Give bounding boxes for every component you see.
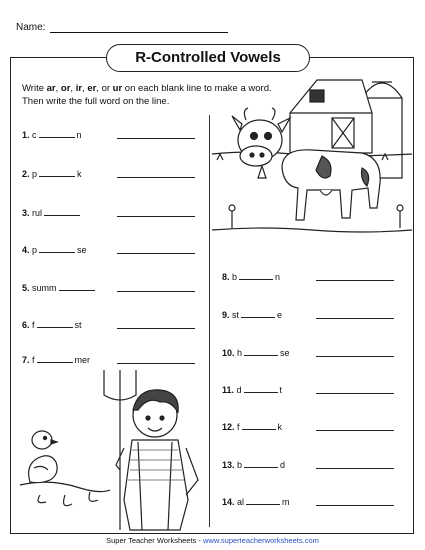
exercise-item-7 [22, 354, 90, 365]
separator: , or [96, 83, 113, 94]
word-start: c [32, 130, 37, 140]
answer-line-14[interactable] [316, 505, 394, 506]
answer-line-5[interactable] [117, 291, 195, 292]
item-number: 3. [22, 208, 30, 218]
word-start: st [232, 310, 240, 320]
item-number: 13. [222, 460, 235, 470]
item-number: 4. [22, 245, 30, 255]
answer-line-12[interactable] [316, 430, 394, 431]
answer-line-11[interactable] [316, 393, 394, 394]
option-er: er [87, 83, 97, 94]
word-start: p [32, 169, 38, 179]
word-start: b [237, 460, 243, 470]
exercise-item-11 [222, 384, 282, 395]
separator: , [82, 83, 88, 94]
word-end: e [277, 310, 283, 320]
letter-blank[interactable] [241, 309, 275, 318]
word-start: summ [32, 283, 57, 293]
item-number: 8. [222, 272, 230, 282]
item-number: 14. [222, 497, 235, 507]
farmer-boy-illustration [20, 370, 205, 530]
option-ar: ar [46, 83, 56, 94]
exercise-item-5 [22, 282, 97, 293]
answer-line-13[interactable] [316, 468, 394, 469]
instructions-text: on each blank line to make a word. Then write the full word on the line. [22, 83, 272, 107]
word-end: t [279, 385, 283, 395]
word-start: al [237, 497, 245, 507]
word-end: se [280, 348, 290, 358]
item-number: 5. [22, 283, 30, 293]
word-end: m [282, 497, 290, 507]
answer-line-3[interactable] [117, 216, 195, 217]
word-end: se [77, 245, 87, 255]
footer [0, 536, 425, 545]
item-number: 1. [22, 130, 30, 140]
item-number: 12. [222, 422, 235, 432]
letter-blank[interactable] [246, 496, 280, 505]
word-end: st [74, 320, 82, 330]
item-number: 9. [222, 310, 230, 320]
letter-blank[interactable] [44, 207, 80, 216]
exercise-item-8 [222, 271, 280, 282]
option-ur: ur [112, 83, 123, 94]
exercise-item-10 [222, 347, 290, 358]
name-label: Name: [16, 22, 46, 33]
answer-line-9[interactable] [316, 318, 394, 319]
item-number: 10. [222, 348, 235, 358]
item-number: 7. [22, 355, 30, 365]
name-line[interactable] [50, 32, 228, 33]
word-start: f [32, 320, 35, 330]
letter-blank[interactable] [244, 384, 278, 393]
answer-line-7[interactable] [117, 363, 195, 364]
word-start: p [32, 245, 38, 255]
option-ir: ir [75, 83, 83, 94]
letter-blank[interactable] [39, 129, 75, 138]
letter-blank[interactable] [59, 282, 95, 291]
answer-line-1[interactable] [117, 138, 195, 139]
word-start: f [237, 422, 240, 432]
word-end: n [76, 130, 82, 140]
letter-blank[interactable] [244, 347, 278, 356]
word-start: d [236, 385, 242, 395]
instructions-text: Write [22, 83, 47, 94]
answer-line-8[interactable] [316, 280, 394, 281]
answer-line-4[interactable] [117, 253, 195, 254]
word-end: k [77, 169, 82, 179]
answer-line-6[interactable] [117, 328, 195, 329]
exercise-item-12 [222, 421, 282, 432]
word-start: rul [32, 208, 43, 218]
footer-brand: Super Teacher Worksheets [106, 536, 197, 545]
letter-blank[interactable] [39, 168, 75, 177]
exercise-item-6 [22, 319, 82, 330]
separator: , [55, 83, 61, 94]
item-number: 11. [222, 385, 235, 395]
letter-blank[interactable] [244, 459, 278, 468]
word-end: k [277, 422, 283, 432]
column-divider [209, 115, 210, 527]
answer-line-10[interactable] [316, 356, 394, 357]
item-number: 2. [22, 169, 30, 179]
word-end: mer [74, 355, 91, 365]
exercise-item-4 [22, 244, 87, 255]
word-start: f [32, 355, 35, 365]
option-or: or [60, 83, 71, 94]
answer-line-2[interactable] [117, 177, 195, 178]
letter-blank[interactable] [239, 271, 273, 280]
farm-cow-illustration [212, 58, 412, 258]
exercise-item-2 [22, 168, 82, 179]
footer-separator: - [196, 536, 203, 545]
word-end: d [280, 460, 286, 470]
exercise-item-3 [22, 207, 82, 218]
word-end: n [275, 272, 281, 282]
letter-blank[interactable] [242, 421, 276, 430]
letter-blank[interactable] [37, 319, 73, 328]
word-start: h [237, 348, 243, 358]
letter-blank[interactable] [37, 354, 73, 363]
footer-link[interactable]: www.superteacherworksheets.com [202, 536, 319, 545]
exercise-item-13 [222, 459, 285, 470]
exercise-item-14 [222, 496, 290, 507]
page-title: R-Controlled Vowels [106, 44, 310, 72]
word-start: b [232, 272, 238, 282]
item-number: 6. [22, 320, 30, 330]
exercise-item-9 [222, 309, 282, 320]
letter-blank[interactable] [39, 244, 75, 253]
exercise-item-1 [22, 129, 82, 140]
separator: , [70, 83, 76, 94]
